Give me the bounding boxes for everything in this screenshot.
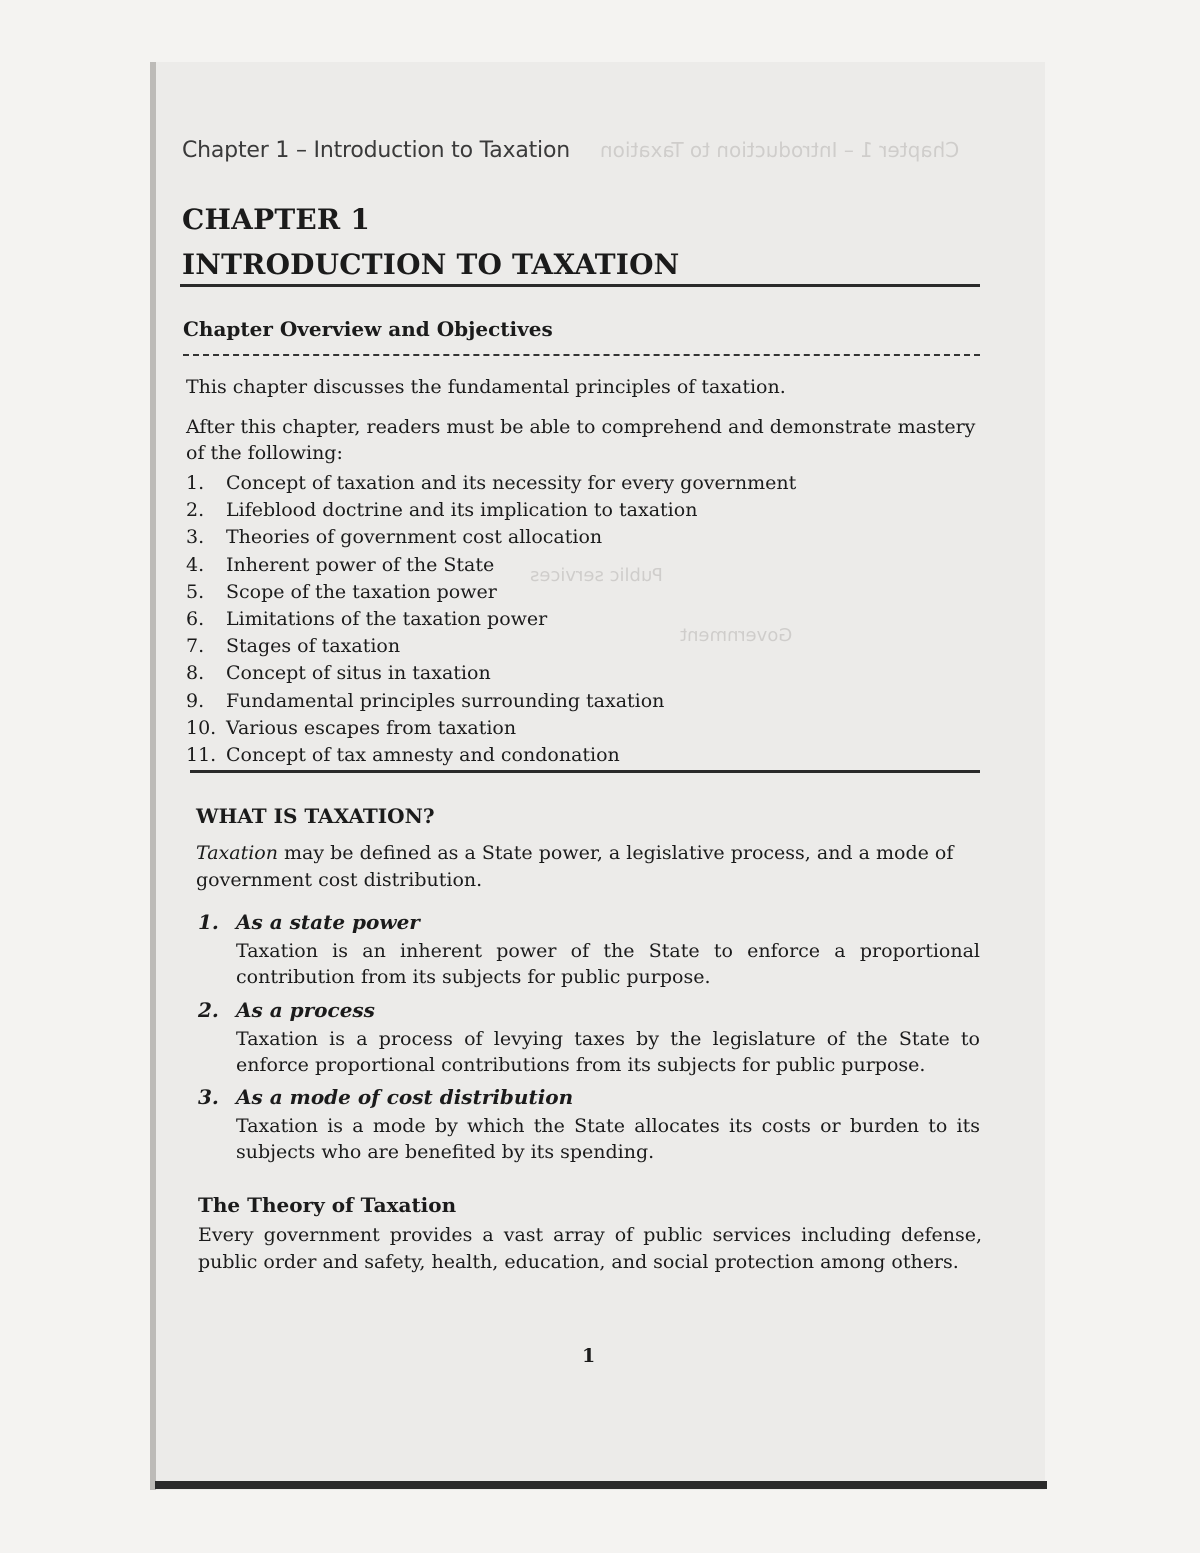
list-item: [186, 497, 796, 524]
section-heading: WHAT IS TAXATION?: [196, 804, 435, 828]
list-item: [186, 579, 796, 606]
theory-heading: The Theory of Taxation: [198, 1193, 457, 1217]
list-number: 9.: [186, 689, 205, 712]
subheading-number: 2.: [198, 998, 219, 1022]
chapter-title: INTRODUCTION TO TAXATION: [182, 248, 680, 281]
list-text: Concept of tax amnesty and condonation: [226, 743, 620, 766]
list-number: 6.: [186, 607, 205, 630]
list-number: 4.: [186, 553, 205, 576]
list-text: Limitations of the taxation power: [226, 607, 548, 630]
list-item: [186, 688, 796, 715]
subheading-process: [198, 998, 375, 1022]
list-text: Lifeblood doctrine and its implication to taxation: [226, 499, 698, 522]
objectives-list: [186, 470, 796, 769]
list-number: 1.: [186, 472, 205, 494]
section-rule: [190, 770, 980, 773]
definition-text: may be defined as a State power, a legislative process, and a mode of government cost distribution.: [196, 842, 954, 891]
list-item: [186, 660, 796, 687]
show-through-text: Chapter 1 – Introduction to Taxation: [600, 138, 960, 162]
list-text: Inherent power of the State: [226, 553, 495, 576]
page-bottom-edge: [155, 1481, 1047, 1489]
list-item: [186, 633, 796, 660]
list-item: [186, 606, 796, 633]
list-number: 10.: [186, 716, 217, 739]
show-through-text: Government: [680, 625, 793, 646]
list-text: Concept of situs in taxation: [226, 662, 491, 685]
subheading-text: As a state power: [236, 910, 420, 934]
page-number: 1: [582, 1345, 596, 1367]
definition-paragraph: [196, 840, 980, 894]
list-text: Theories of government cost allocation: [226, 526, 603, 549]
list-number: 5.: [186, 580, 205, 603]
list-text: Concept of taxation and its necessity for every government: [226, 472, 797, 494]
show-through-text: Public services: [530, 565, 663, 586]
subsection-body: Taxation is a process of levying taxes by the legislature of the State to enforce proportional contributions from its subjects for public purpose.: [236, 1028, 980, 1076]
subheading-text: As a mode of cost distribution: [236, 1085, 574, 1109]
list-number: 7.: [186, 635, 205, 658]
overview-heading: Chapter Overview and Objectives: [183, 317, 553, 341]
list-text: Stages of taxation: [226, 635, 401, 658]
list-number: 2.: [186, 499, 205, 522]
subheading-state-power: [198, 910, 420, 934]
list-text: Scope of the taxation power: [226, 580, 497, 603]
chapter-number: CHAPTER 1: [182, 203, 370, 236]
list-number: 3.: [186, 526, 205, 549]
list-item: [186, 715, 796, 742]
subheading-cost-distribution: [198, 1085, 573, 1109]
subheading-text: As a process: [236, 998, 375, 1022]
subsection-body: Taxation is a mode by which the State allocates its costs or burden to its subjects who are benefited by its spending.: [236, 1115, 980, 1163]
theory-paragraph: Every government provides a vast array of public services including defense, public order and safety, health, education, and social protection among others.: [198, 1224, 982, 1273]
subheading-number: 1.: [198, 910, 219, 934]
subheading-number: 3.: [198, 1085, 219, 1109]
overview-lead: After this chapter, readers must be able to comprehend and demonstrate mastery of the following:: [186, 416, 976, 464]
running-head: Chapter 1 – Introduction to Taxation: [182, 138, 570, 163]
list-number: 8.: [186, 662, 205, 685]
list-text: Various escapes from taxation: [226, 716, 517, 739]
list-item: [186, 742, 796, 769]
list-item: [186, 524, 796, 551]
subsection-body: Taxation is an inherent power of the State to enforce a proportional contribution from its subjects for public purpose.: [236, 940, 980, 988]
definition-term: Taxation: [196, 842, 278, 864]
list-item: [186, 552, 796, 579]
list-text: Fundamental principles surrounding taxation: [226, 689, 665, 712]
title-rule: [180, 284, 980, 287]
list-item: [186, 470, 796, 497]
dashed-rule: [183, 354, 980, 356]
list-number: 11.: [186, 743, 217, 766]
overview-intro: This chapter discusses the fundamental principles of taxation.: [186, 376, 786, 398]
